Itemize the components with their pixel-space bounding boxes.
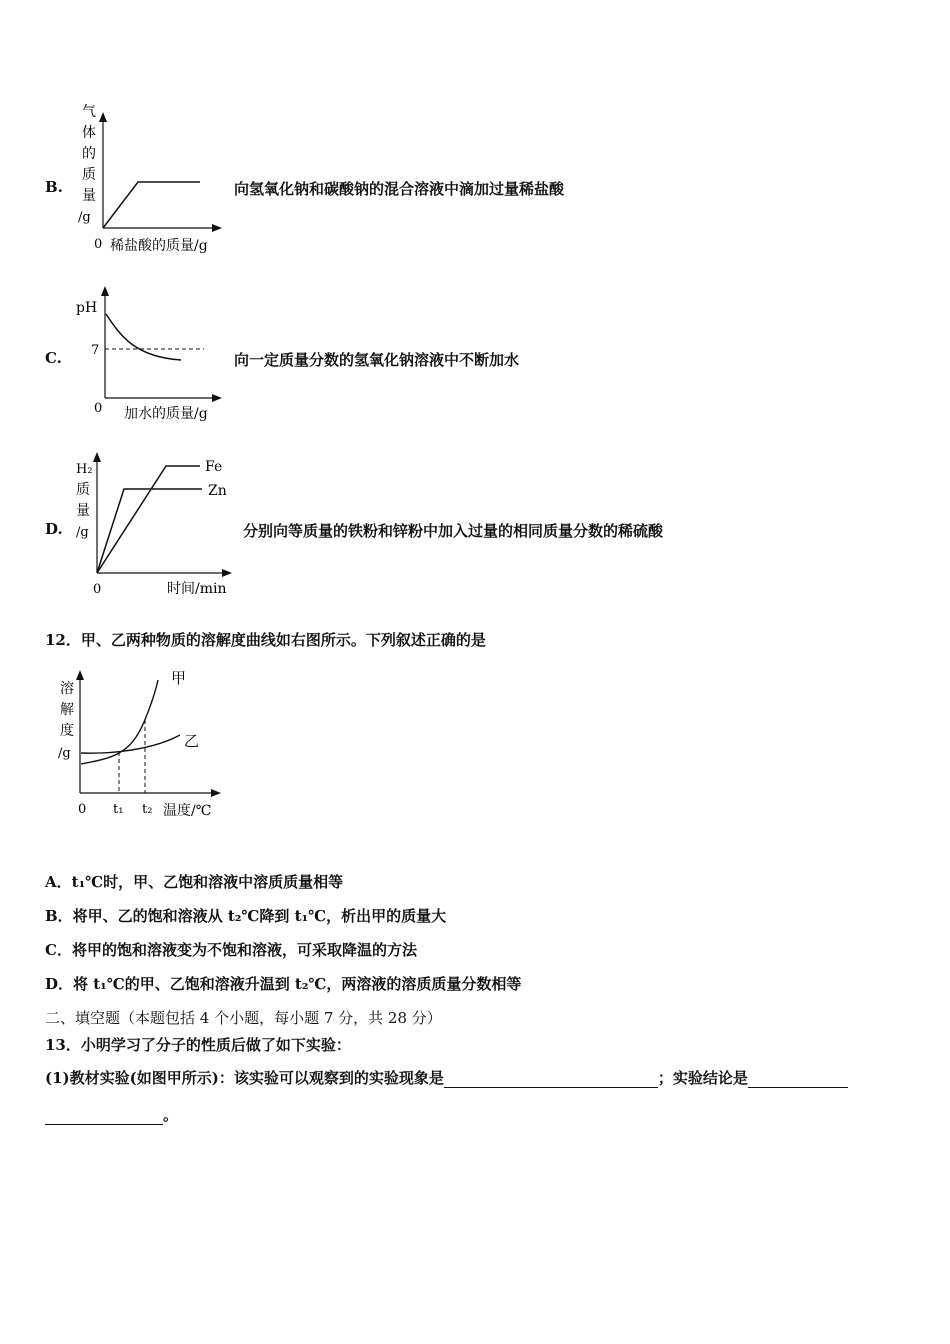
q12-option-c: C．将甲的饱和溶液变为不饱和溶液，可采取降温的方法: [45, 941, 417, 959]
option-d-label: D.: [45, 520, 63, 538]
option-c-label: C.: [45, 349, 62, 367]
t1-label: t₁: [113, 802, 124, 817]
q12-option-d: D．将 t₁℃的甲、乙饱和溶液升温到 t₂℃，两溶液的溶质质量分数相等: [45, 975, 522, 993]
series-jia-label: 甲: [171, 669, 187, 687]
origin-label: 0: [94, 237, 103, 252]
origin-label: 0: [94, 401, 103, 416]
y-label-char: 质: [76, 482, 90, 498]
fe-label: Fe: [205, 459, 223, 475]
option-c-text: 向一定质量分数的氢氧化钠溶液中不断加水: [234, 351, 520, 369]
q13-stem: 13．小明学习了分子的性质后做了如下实验：: [45, 1036, 351, 1054]
y-axis-arrow: [101, 286, 109, 296]
y-label-char: 质: [82, 167, 96, 183]
option-b-text: 向氢氧化钠和碳酸钠的混合溶液中滴加过量稀盐酸: [234, 180, 565, 198]
x-axis-arrow: [222, 569, 232, 577]
answer-blank-conclusion-end[interactable]: [45, 1110, 163, 1125]
y-label-unit: /g: [58, 746, 71, 761]
origin-label: 0: [93, 582, 102, 597]
q13-part1-continued: [45, 1104, 178, 1125]
ph-curve: [106, 314, 181, 360]
answer-blank-phenomenon[interactable]: [444, 1073, 658, 1088]
section-heading: 二、填空题（本题包括 4 个小题，每小题 7 分，共 28 分）: [45, 1009, 442, 1027]
q12-option-b: B．将甲、乙的饱和溶液从 t₂℃降到 t₁℃，析出甲的质量大: [45, 907, 447, 925]
x-axis-arrow: [212, 394, 222, 402]
x-axis-label: 时间/min: [167, 581, 227, 597]
y-label-char: H₂: [76, 462, 93, 477]
option-d-text: 分别向等质量的铁粉和锌粉中加入过量的相同质量分数的稀硫酸: [243, 522, 664, 540]
graph-c: [66, 282, 246, 427]
y-label-char: 量: [76, 503, 90, 519]
q13-part1-text-a: (1)教材实验(如图甲所示)：该实验可以观察到的实验现象是: [45, 1069, 444, 1087]
zn-curve: [97, 489, 202, 573]
option-b-label: B.: [45, 178, 63, 196]
ph7-label: 7: [91, 343, 100, 358]
x-axis-label: 温度/℃: [163, 803, 212, 819]
y-axis-arrow: [99, 112, 107, 122]
y-label-char: 体: [82, 125, 96, 141]
t2-label: t₂: [142, 802, 153, 817]
y-label-unit: /g: [76, 525, 89, 540]
fe-curve: [97, 466, 200, 573]
graph-b: [66, 100, 246, 260]
solubility-graph: [52, 660, 232, 825]
y-label-char: 的: [82, 146, 96, 162]
q13-part1: [45, 1067, 848, 1088]
origin-label: 0: [78, 802, 87, 817]
graph-d: [66, 446, 246, 601]
y-label-char: 解: [60, 702, 74, 718]
x-axis-arrow: [212, 224, 222, 232]
y-label-char: 气: [82, 104, 96, 120]
y-label-unit: /g: [78, 210, 91, 225]
y-axis-arrow: [93, 452, 101, 462]
y-axis-arrow: [76, 670, 84, 680]
y-label-char: 量: [82, 188, 96, 204]
x-axis-label: 稀盐酸的质量/g: [110, 238, 208, 254]
q12-stem: 12．甲、乙两种物质的溶解度曲线如右图所示。下列叙述正确的是: [45, 631, 486, 649]
y-axis-label: pH: [76, 300, 98, 316]
x-axis-arrow: [211, 789, 221, 797]
q12-option-a: A．t₁℃时，甲、乙饱和溶液中溶质质量相等: [45, 873, 344, 891]
gas-mass-curve: [103, 182, 200, 228]
answer-blank-conclusion-start[interactable]: [748, 1073, 848, 1088]
y-label-char: 度: [60, 723, 74, 739]
zn-label: Zn: [208, 483, 227, 499]
x-axis-label: 加水的质量/g: [124, 406, 208, 422]
series-yi-label: 乙: [184, 732, 200, 750]
q13-part1-end: 。: [163, 1106, 179, 1124]
q13-part1-text-b: ；实验结论是: [657, 1069, 748, 1087]
y-label-char: 溶: [60, 681, 74, 697]
